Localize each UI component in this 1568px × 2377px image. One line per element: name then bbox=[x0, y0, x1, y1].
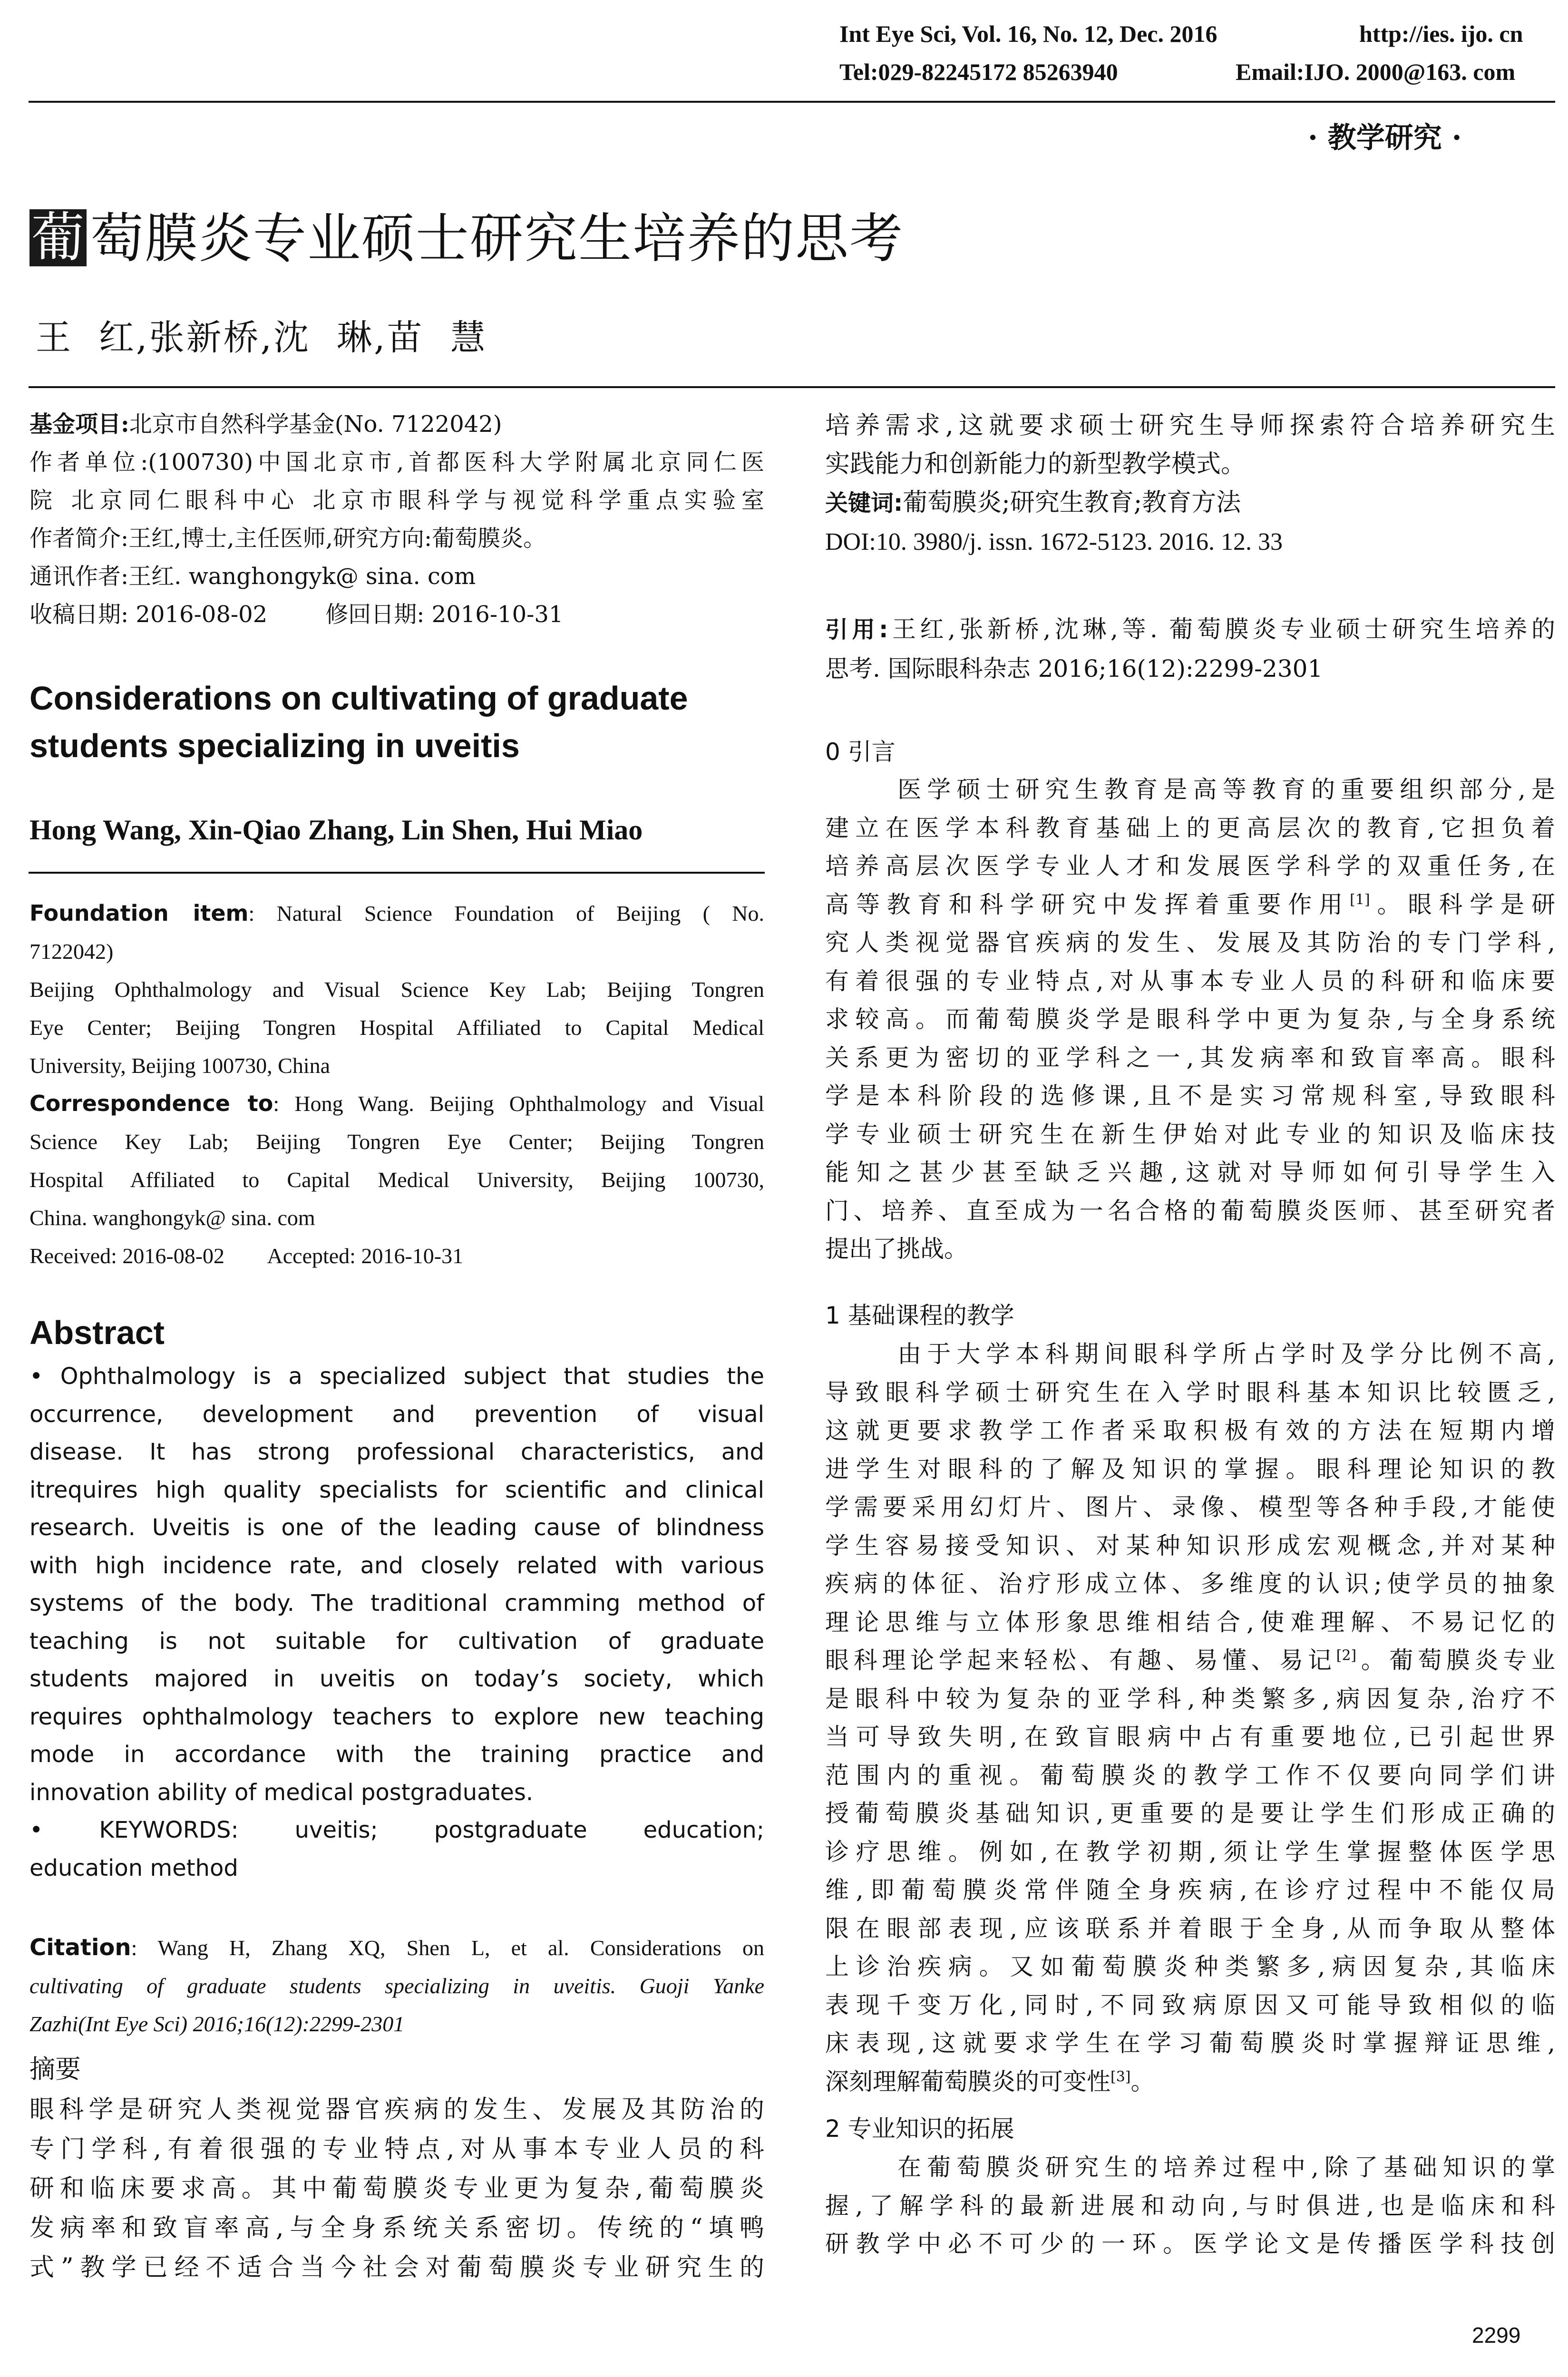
title-rule bbox=[29, 386, 1555, 388]
section-2-body: 在葡萄膜炎研究生的培养过程中,除了基础知识的掌 握,了解学科的最新进展和动向,与时俱进,也是临床和科 研教学中必不可少的一环。医学论文是传播医学科技创 bbox=[825, 2153, 1555, 2258]
correspondence-en: Correspondence to: Hong Wang. Beijing Ophthalmology and Visual Science Key Lab; Beijing Tongren Eye Center; Beijing Tongren Hospital Affiliated to Capital Medical University, Beijing 100730, China. wanghongyk@ sina. com Received: 2016-08-02 Accepted: 2016-10-31 bbox=[29, 1084, 764, 1275]
abstract-cn-heading: 摘要 bbox=[29, 2054, 81, 2084]
citation-en-label: Citation bbox=[29, 1934, 131, 1961]
dates-cn: 收稿日期: 2016-08-02 修回日期: 2016-10-31 bbox=[29, 601, 564, 628]
article-info-cn bbox=[29, 405, 764, 633]
citation-en: Citation: Wang H, Zhang XQ, Shen L, et al. Considerations on cultivating of graduate students specializing in uveitis. Guoji Yanke Zazhi(Int Eye Sci) 2016;16(12):2299-2301 bbox=[29, 1934, 764, 2036]
keywords-en: • KEYWORDS: uveitis; postgraduate education; bbox=[29, 1817, 764, 1843]
journal-citation-line: Int Eye Sci, Vol. 16, No. 12, Dec. 2016 bbox=[839, 20, 1217, 47]
english-title-line-1: Considerations on cultivating of graduate bbox=[29, 680, 688, 717]
reference-2[interactable]: [2] bbox=[1336, 1647, 1357, 1664]
foundation-en: Foundation item: Natural Science Foundation of Beijing ( No. 7122042) Beijing Ophthalmology and Visual Science Key Lab; Beijing Tongren Eye Center; Beijing Tongren Hospital Affiliated to Capital Medical University, Beijing 100730, China bbox=[29, 900, 764, 1078]
section-0-body: 医学硕士研究生教育是高等教育的重要组织部分,是 建立在医学本科教育基础上的更高层次的教育,它担负着 培养高层次医学专业人才和发展医学科学的双重任务,在 高等教育和科学研究中发挥着重要作用[1]。眼科学是研 究人类视觉器官疾病的发生、发展及其防治的专门学科, 有着很强的专业特点,对从事本专业人员的科研和临床要 求较高。而葡萄膜炎学是眼科学中更为复杂,与全身系统 关系更为密切的亚学科之一,其发病率和致盲率高。眼科 学是本科阶段的选修课,且不是实习常规科室,导致眼科 学专业硕士研究生在新生伊始对此专业的知识及临床技 能知之甚少甚至缺乏兴趣,这就对导师如何引导学生入 门、培养、直至成为一名合格的葡萄膜炎医师、甚至研究者 提出了挑战。 bbox=[825, 776, 1556, 1263]
keywords-cn: 关键词:葡萄膜炎;研究生教育;教育方法 bbox=[825, 488, 1241, 517]
journal-tel: Tel:029-82245172 85263940 bbox=[839, 58, 1118, 85]
affiliation-cn-1: 作者单位:(100730)中国北京市,首都医科大学附属北京同仁医 bbox=[29, 449, 764, 476]
english-title-line-2: students specializing in uveitis bbox=[29, 727, 520, 764]
column-label: · 教学研究 · bbox=[1308, 121, 1462, 155]
section-1-body: 由于大学本科期间眼科学所占学时及学分比例不高, 导致眼科学硕士研究生在入学时眼科基本知识比较匮乏, 这就更要求教学工作者采取积极有效的方法在短期内增 进学生对眼科的了解及知识的掌握。眼科理论知识的教 学需要采用幻灯片、图片、录像、模型等各种手段,才能使 学生容易接受知识、对某种知识形成宏观概念,并对某种 疾病的体征、治疗形成立体、多维度的认识;使学员的抽象 理论思维与立体形象思维相结合,使难理解、不易记忆的 眼科理论学起来轻松、有趣、易懂、易记[2]。葡萄膜炎专业 是眼科中较为复杂的亚学科,种类繁多,病因复杂,治疗不 当可导致失明,在致盲眼病中占有重要地位,已引起世界 范围内的重视。葡萄膜炎的教学工作不仅要向同学们讲 授葡萄膜炎基础知识,更重要的是要让学生们形成正确的 诊疗思维。例如,在教学初期,须让学生掌握整体医学思 维,即葡萄膜炎常伴随全身疾病,在诊疗过程中不能仅局 限在眼部表现,应该联系并着眼于全身,从而争取从整体 上诊治疾病。又如葡萄膜炎种类繁多,病因复杂,其临床 表现千变万化,同时,不同致病原因又可能导致相似的临 床表现,这就要求学生在学习葡萄膜炎时掌握辩证思维, 深刻理解葡萄膜炎的可变性[3]。 bbox=[825, 1340, 1556, 2095]
section-0-heading: 0 引言 bbox=[825, 738, 896, 766]
header-rule bbox=[29, 101, 1555, 103]
dates-en: Received: 2016-08-02 Accepted: 2016-10-31 bbox=[29, 1244, 464, 1268]
authors-en-rule bbox=[29, 872, 765, 874]
foundation-cn: 基金项目:北京市自然科学基金(No. 7122042) bbox=[29, 411, 502, 438]
abstract-heading: Abstract bbox=[29, 1314, 165, 1351]
title-text: 萄膜炎专业硕士研究生培养的思考 bbox=[90, 208, 904, 270]
journal-url[interactable]: http://ies. ijo. cn bbox=[1359, 20, 1523, 47]
abstract-cn-continued: 培养需求,这就要求硕士研究生导师探索符合培养研究生 实践能力和创新能力的新型教学模式。 关键词:葡萄膜炎;研究生教育;教育方法 DOI:10. 3980/j. issn. 1672-5123. 2016. 12. 33 bbox=[825, 407, 1555, 561]
page-number: 2299 bbox=[1472, 2323, 1521, 2348]
reference-1[interactable]: [1] bbox=[1350, 891, 1370, 908]
section-1-heading: 1 基础课程的教学 bbox=[825, 1302, 1014, 1329]
english-title bbox=[29, 674, 764, 770]
corresponding-author-cn: 通讯作者:王红. wanghongyk@ sina. com bbox=[29, 563, 476, 590]
doi[interactable]: DOI:10. 3980/j. issn. 1672-5123. 2016. 12. 33 bbox=[825, 528, 1283, 555]
citation-cn-label: 引用: bbox=[825, 616, 888, 643]
abstract-en: • Ophthalmology is a specialized subject that studies the occurrence, development and prevention of visual disease. It has strong professional characteristics, and itrequires high quality specialists for scientific and clinical research. Uveitis is one of the leading cause of blindness with high incidence rate, and closely related with various systems of the body. The traditional cramming method of teaching is not suitable for cultivation of graduate students majored in uveitis on today’s society, which requires ophthalmology teachers to explore new teaching mode in accordance with the training practice and innovation ability of medical postgraduates. • KEYWORDS: uveitis; postgraduate education; education method bbox=[29, 1363, 764, 1881]
foundation-en-label: Foundation item bbox=[29, 900, 249, 926]
correspondence-en-label: Correspondence to bbox=[29, 1091, 273, 1116]
authors-cn: 王 红,张新桥,沈 琳,苗 慧 bbox=[36, 317, 487, 358]
author-bio-cn: 作者简介:王红,博士,主任医师,研究方向:葡萄膜炎。 bbox=[29, 525, 546, 552]
article-title bbox=[29, 209, 904, 268]
reference-3[interactable]: [3] bbox=[1110, 2068, 1131, 2085]
citation-cn: 引用:王红,张新桥,沈琳,等. 葡萄膜炎专业硕士研究生培养的 思考. 国际眼科杂志 2016;16(12):2299-2301 bbox=[825, 615, 1556, 682]
journal-email[interactable]: Email:IJO. 2000@163. com bbox=[1236, 58, 1516, 85]
abstract-cn: 眼科学是研究人类视觉器官疾病的发生、发展及其防治的 专门学科,有着很强的专业特点,对从事本专业人员的科 研和临床要求高。其中葡萄膜炎专业更为复杂,葡萄膜炎 发病率和致盲率高,与全身系统关系密切。传统的“填鸭 式”教学已经不适合当今社会对葡萄膜炎专业研究生的 bbox=[29, 2095, 764, 2282]
authors-en: Hong Wang, Xin-Qiao Zhang, Lin Shen, Hui Miao bbox=[29, 814, 643, 846]
title-first-char: 葡 bbox=[29, 209, 87, 266]
affiliation-cn-2: 院 北京同仁眼科中心 北京市眼科学与视觉科学重点实验室 bbox=[29, 487, 764, 514]
section-2-heading: 2 专业知识的拓展 bbox=[825, 2115, 1014, 2143]
